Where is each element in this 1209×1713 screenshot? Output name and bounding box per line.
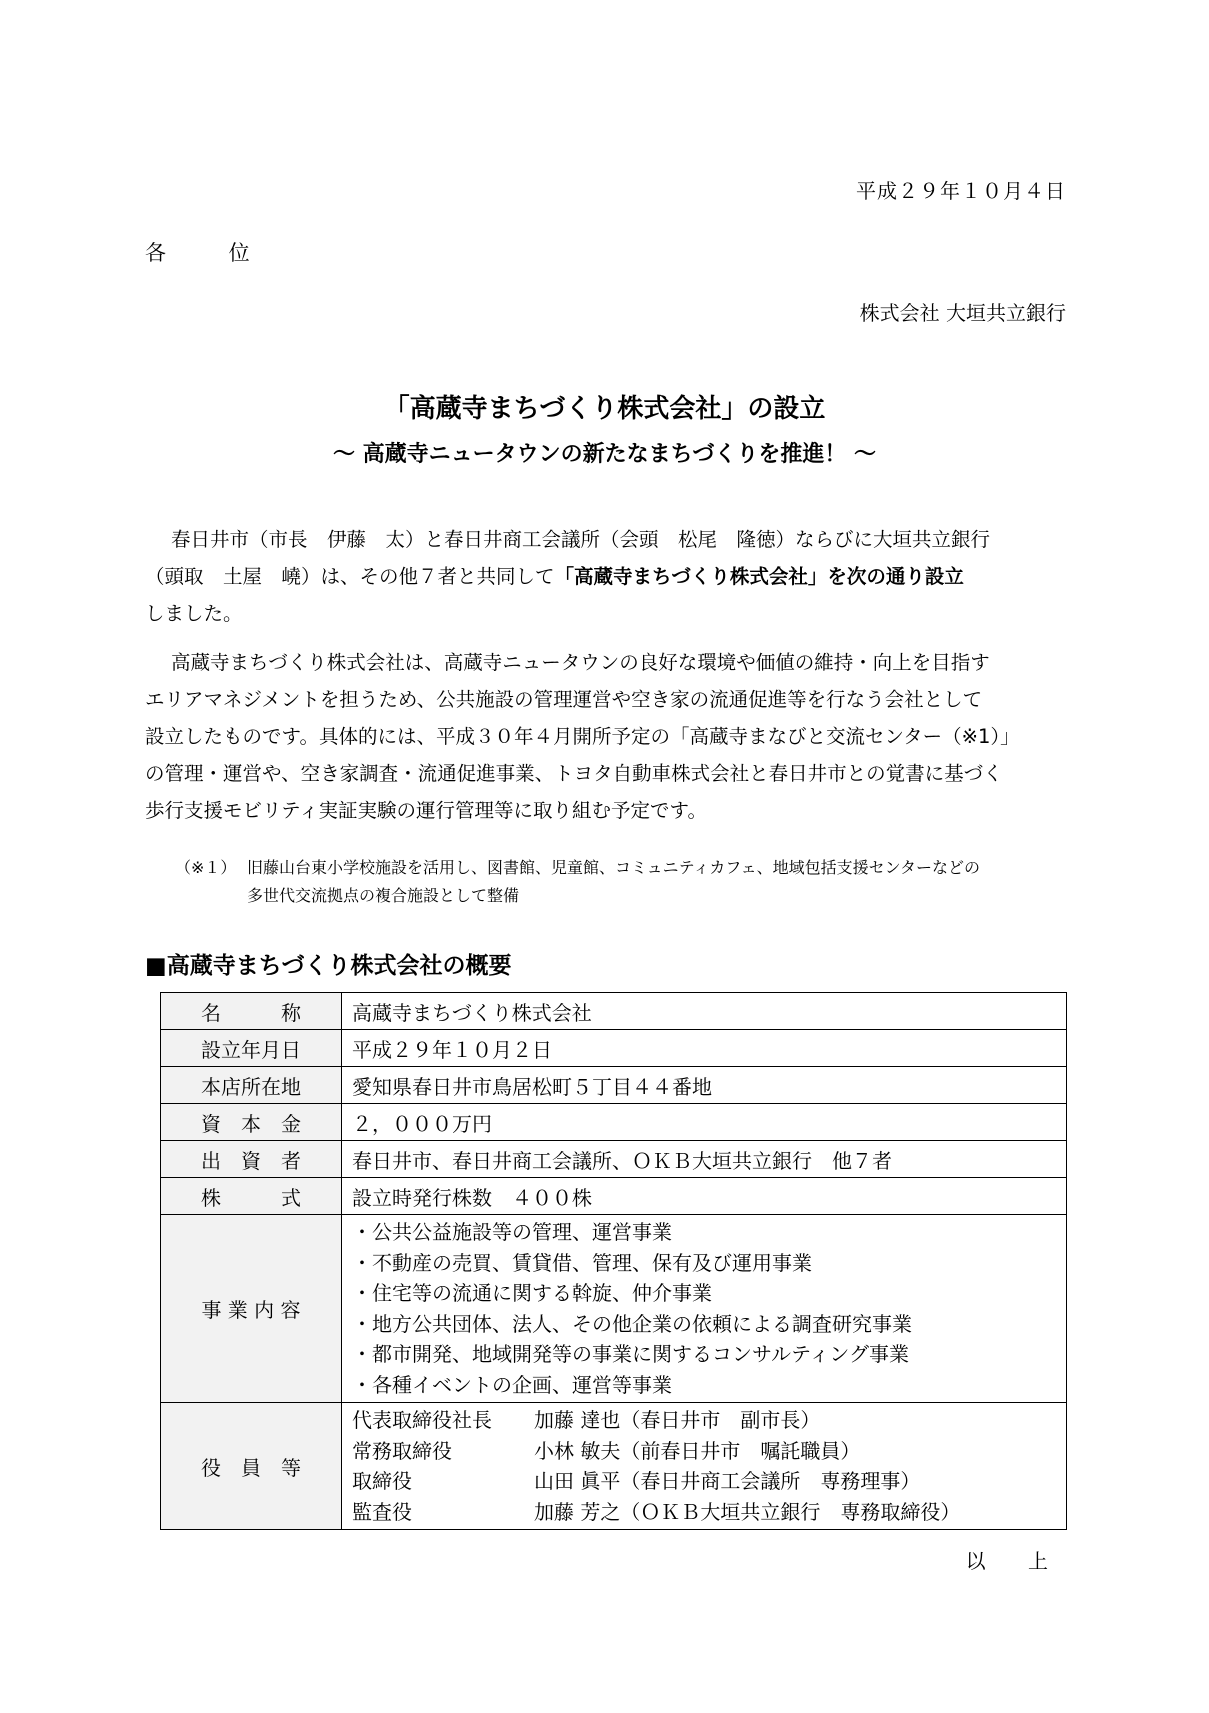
business-item: ・公共公益施設等の管理、運営事業: [352, 1220, 672, 1244]
body-line: [145, 558, 1067, 595]
row-value: 愛知県春日井市鳥居松町５丁目４４番地: [342, 1067, 1067, 1104]
business-item: ・各種イベントの企画、運営等事業: [352, 1372, 672, 1397]
officer-row: [352, 1466, 1056, 1497]
row-label: 資 本 金: [161, 1104, 342, 1141]
row-value: ２，０００万円: [342, 1104, 1067, 1141]
body-line: しました。: [145, 602, 243, 625]
body-line: 歩行支援モビリティ実証実験の運行管理等に取り組む予定です。: [145, 799, 707, 822]
officer-name: 加藤 達也（春日井市 副市長）: [534, 1408, 821, 1432]
section-heading: ■高蔵寺まちづくり株式会社の概要: [145, 953, 512, 979]
row-label: 本店所在地: [161, 1067, 342, 1104]
business-item: ・地方公共団体、法人、その他企業の依頼による調査研究事業: [352, 1311, 912, 1336]
footnote-mark: （※１）: [175, 858, 237, 877]
business-list: [342, 1215, 1067, 1403]
row-value: 設立時発行株数 ４００株: [342, 1178, 1067, 1215]
document-date: 平成２９年１０月４日: [856, 179, 1066, 203]
row-label: 出 資 者: [161, 1141, 342, 1178]
sender-name: 株式会社 大垣共立銀行: [859, 301, 1066, 325]
business-item: ・不動産の売買、賃貸借、管理、保有及び運用事業: [352, 1250, 812, 1275]
body-paragraph-1: [145, 521, 1067, 632]
document-subtitle: ～ 高蔵寺ニュータウンの新たなまちづくりを推進！ ～: [332, 442, 877, 467]
company-summary-table: [160, 992, 1067, 1530]
table-row: [161, 1067, 1067, 1104]
table-row: [161, 993, 1067, 1030]
officers-list: [342, 1403, 1067, 1530]
officer-name: 山田 眞平（春日井商工会議所 専務理事）: [534, 1469, 921, 1493]
body-line: エリアマネジメントを担うため、公共施設の管理運営や空き家の流通促進等を行なう会社として: [145, 688, 983, 711]
body-line: 春日井市（市長 伊藤 太）と春日井商工会議所（会頭 松尾 隆徳）ならびに大垣共立銀行: [171, 528, 991, 551]
row-label: 設立年月日: [161, 1030, 342, 1067]
body-paragraph-2: [145, 644, 1067, 829]
closing-mark: 以 上: [965, 1549, 1066, 1573]
footnote-text: 旧藤山台東小学校施設を活用し、図書館、児童館、コミュニティカフェ、地域包括支援センターなどの: [247, 858, 980, 877]
table-row: [161, 1030, 1067, 1067]
officer-title: 取締役: [352, 1469, 412, 1493]
table-row: [161, 1178, 1067, 1215]
body-line: 高蔵寺まちづくり株式会社は、高蔵寺ニュータウンの良好な環境や価値の維持・向上を目指す: [171, 651, 990, 674]
business-item: ・住宅等の流通に関する斡旋、仲介事業: [352, 1281, 712, 1305]
officer-row: [352, 1436, 1056, 1467]
row-label: 株 式: [161, 1178, 342, 1215]
officer-row: [352, 1497, 1056, 1528]
body-line: の管理・運営や、空き家調査・流通促進事業、トヨタ自動車株式会社と春日井市との覚書に基づく: [145, 762, 1003, 785]
row-value: 春日井市、春日井商工会議所、ＯＫＢ大垣共立銀行 他７者: [342, 1141, 1067, 1178]
officer-title: 常務取締役: [352, 1438, 452, 1463]
body-text: （頭取 土屋 嶢）は、その他７者と共同して: [145, 565, 555, 588]
officer-row: [352, 1405, 1056, 1436]
row-label: 名 称: [161, 993, 342, 1030]
officer-title: 監査役: [352, 1499, 412, 1524]
footnote: [175, 854, 980, 910]
officer-name: 加藤 芳之（ＯＫＢ大垣共立銀行 専務取締役）: [534, 1499, 961, 1524]
row-value: 高蔵寺まちづくり株式会社: [342, 993, 1067, 1030]
body-emphasis: 「高蔵寺まちづくり株式会社」を次の通り設立: [554, 565, 964, 588]
row-value: 平成２９年１０月２日: [342, 1030, 1067, 1067]
footnote-text: 多世代交流拠点の複合施設として整備: [247, 886, 520, 905]
row-label: 事 業 内 容: [161, 1215, 342, 1403]
officer-name: 小林 敏夫（前春日井市 嘱託職員）: [534, 1438, 861, 1463]
table-row-business: [161, 1215, 1067, 1403]
row-label: 役 員 等: [161, 1403, 342, 1530]
business-item: ・都市開発、地域開発等の事業に関するコンサルティング事業: [352, 1342, 909, 1366]
table-row: [161, 1104, 1067, 1141]
addressee: 各 位: [145, 241, 278, 265]
document-title: 「高蔵寺まちづくり株式会社」の設立: [383, 394, 826, 424]
officer-title: 代表取締役社長: [352, 1408, 492, 1432]
table-row: [161, 1141, 1067, 1178]
table-row-officers: [161, 1403, 1067, 1530]
body-line: 設立したものです。具体的には、平成３０年４月開所予定の「高蔵寺まなびと交流センター（※1）」: [145, 725, 1020, 748]
